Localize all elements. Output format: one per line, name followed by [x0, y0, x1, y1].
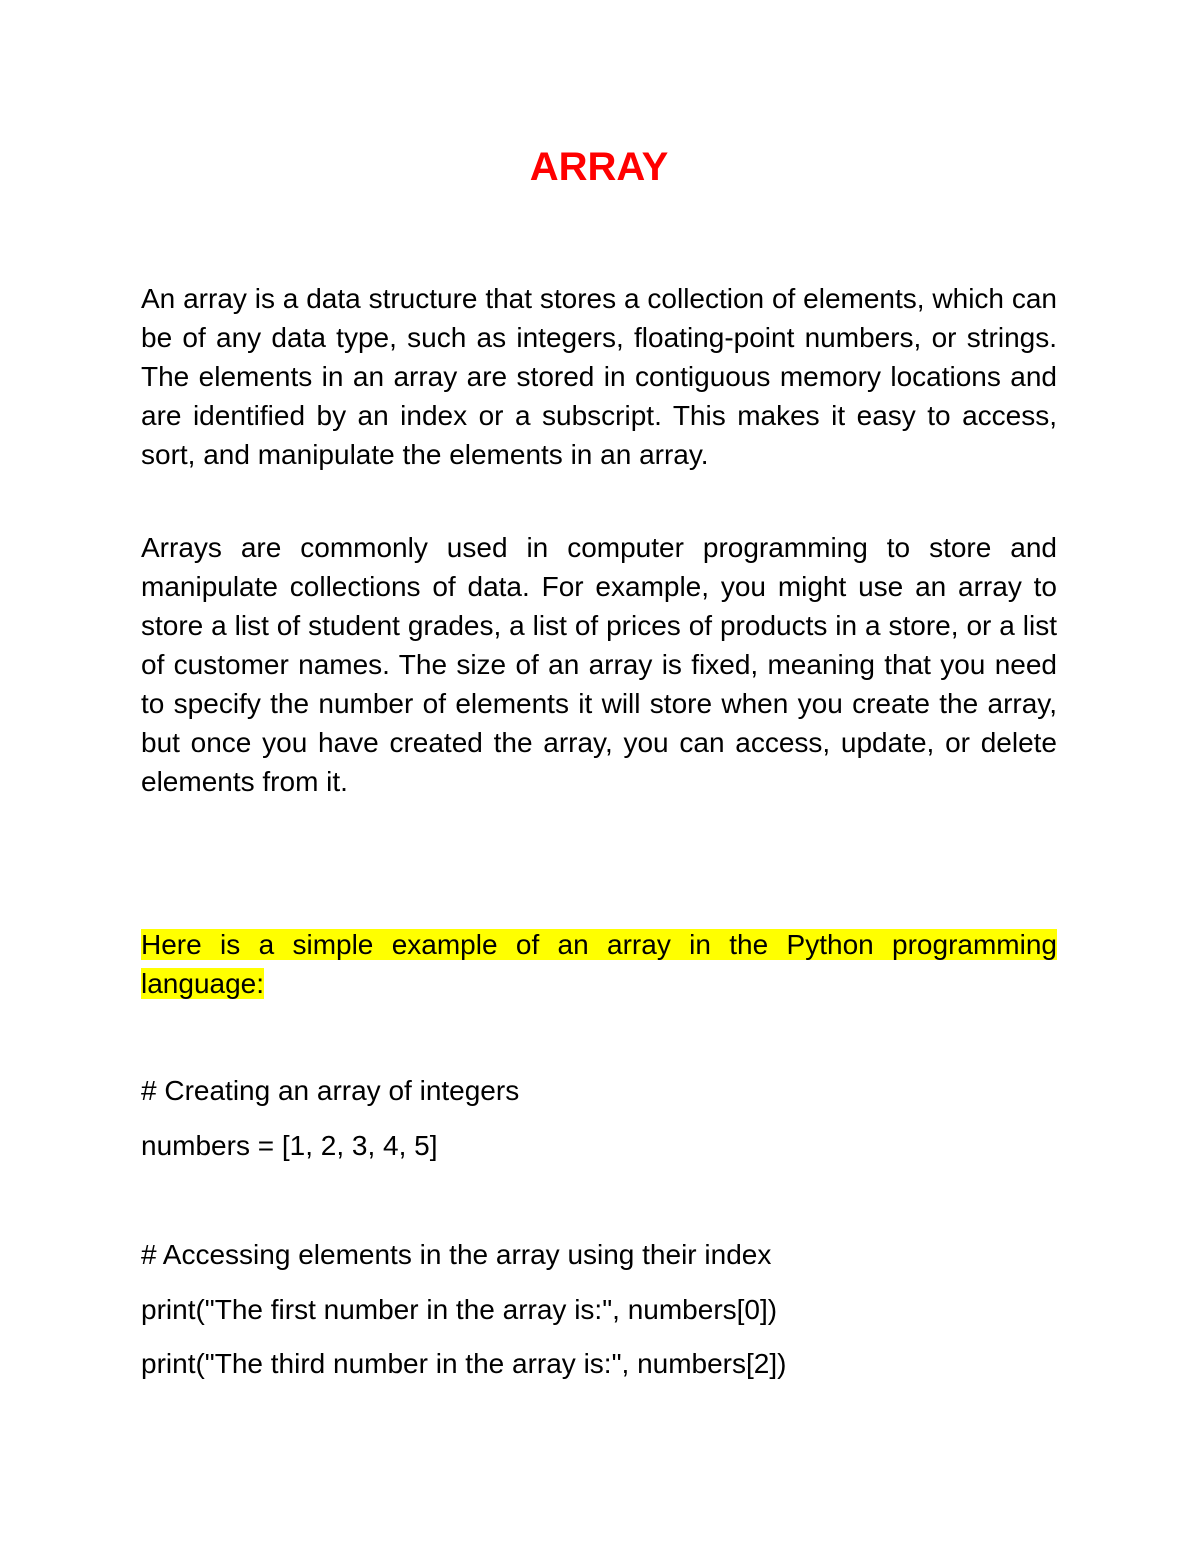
code-comment-access: # Accessing elements in the array using their index	[141, 1239, 772, 1270]
code-comment-create: # Creating an array of integers	[141, 1075, 520, 1106]
code-print-third: print("The third number in the array is:", numbers[2])	[141, 1348, 787, 1379]
document-page	[141, 0, 1057, 1553]
highlighted-intro-text: Here is a simple example of an array in the Python programming language:	[141, 929, 1057, 999]
document-title: ARRAY	[529, 145, 669, 189]
highlighted-intro	[141, 925, 1057, 1003]
paragraph-definition: An array is a data structure that stores a collection of elements, which can be of any data type, such as integers, floating-point numbers, or strings. The elements in an array are stored in contiguous memory locations and are identified by an index or a subscript. This makes it easy to access, sort, and manipulate the elements in an array.	[141, 283, 1057, 470]
code-assignment: numbers = [1, 2, 3, 4, 5]	[141, 1130, 438, 1161]
code-print-first: print("The first number in the array is:", numbers[0])	[141, 1294, 778, 1325]
paragraph-usage: Arrays are commonly used in computer programming to store and manipulate collections of data. For example, you might use an array to store a list of student grades, a list of prices of products in a store, or a list of customer names. The size of an array is fixed, meaning that you need to specify the number of elements it will store when you create the array, but once you have created the array, you can access, update, or delete elements from it.	[141, 532, 1057, 797]
